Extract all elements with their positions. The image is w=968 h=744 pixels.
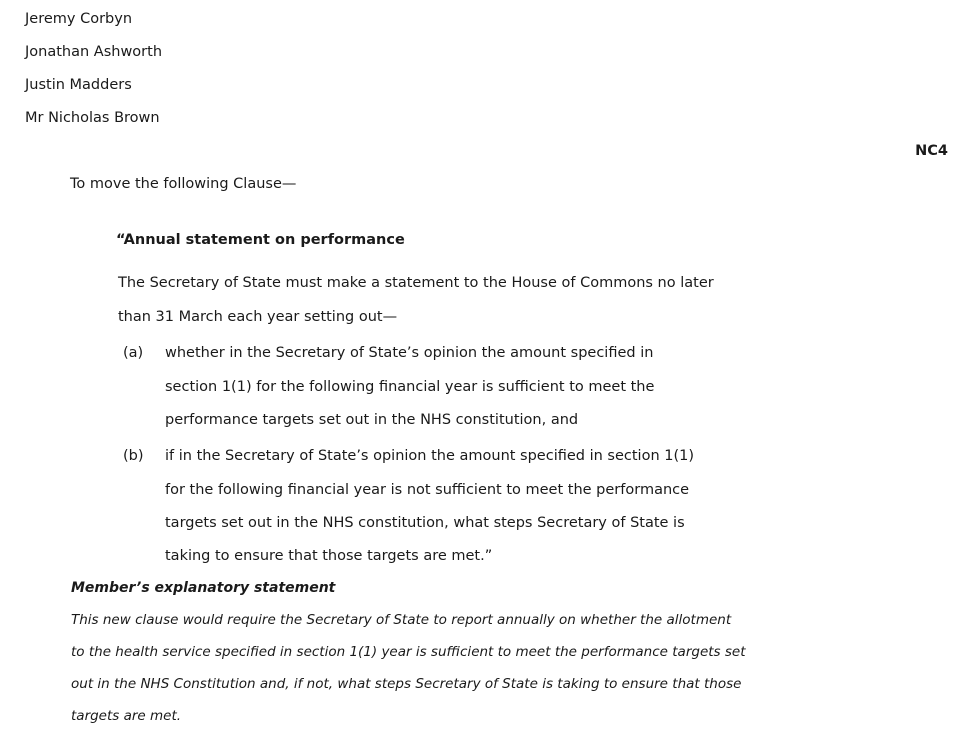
explanatory-line: to the health service specified in section 1(1) year is sufficient to meet the performance targets set (71, 644, 746, 660)
member-name: Jeremy Corbyn (25, 11, 133, 27)
clause-reference: NC4 (915, 143, 948, 159)
item-label-b: (b) (123, 448, 144, 464)
item-b-line: targets set out in the NHS constitution, what steps Secretary of State is (165, 515, 685, 531)
explanatory-line: targets are met. (71, 708, 182, 724)
item-b-line: taking to ensure that those targets are met.” (165, 548, 493, 564)
item-label-a: (a) (123, 345, 144, 361)
explanatory-heading: Member’s explanatory statement (71, 580, 336, 596)
explanatory-line: out in the NHS Constitution and, if not, what steps Secretary of State is taking to ensure that those (71, 676, 742, 692)
clause-intro-line: than 31 March each year setting out— (118, 309, 398, 325)
item-a-line: section 1(1) for the following financial year is sufficient to meet the (165, 379, 655, 395)
item-a-line: performance targets set out in the NHS constitution, and (165, 412, 579, 428)
clause-heading: “Annual statement on performance (116, 232, 405, 248)
item-b-line: for the following financial year is not sufficient to meet the performance (165, 482, 690, 498)
item-b-line: if in the Secretary of State’s opinion the amount specified in section 1(1) (165, 448, 695, 464)
item-a-line: whether in the Secretary of State’s opinion the amount specified in (165, 345, 654, 361)
clause-intro-line: The Secretary of State must make a statement to the House of Commons no later (118, 275, 714, 291)
member-name: Jonathan Ashworth (25, 44, 163, 60)
member-name: Justin Madders (25, 77, 132, 93)
move-instruction: To move the following Clause— (70, 176, 297, 192)
member-name: Mr Nicholas Brown (25, 110, 160, 126)
explanatory-line: This new clause would require the Secretary of State to report annually on whether the allotment (71, 612, 732, 628)
